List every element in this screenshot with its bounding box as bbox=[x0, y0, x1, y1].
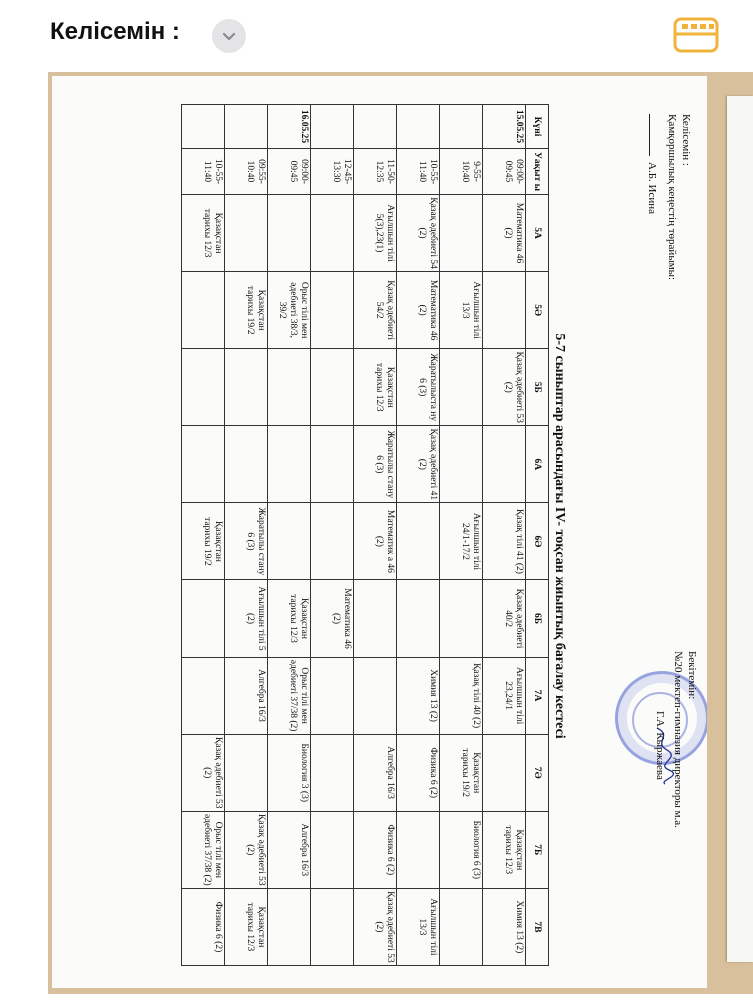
subject-cell: Қазақстан тарихы 19/2 bbox=[440, 734, 483, 811]
subject-cell: Орыс тілі мен әдебиеті 37/38 (2) bbox=[268, 657, 311, 734]
table-row bbox=[483, 105, 526, 966]
column-header: 7В bbox=[526, 888, 549, 965]
time-cell: 10-55-11:40 bbox=[182, 149, 225, 195]
subject-cell: Қазақстан тарихы 12/3 bbox=[182, 195, 225, 272]
subject-cell bbox=[311, 503, 354, 580]
subject-cell: Математика 46 (2) bbox=[483, 195, 526, 272]
date-cell: 16.05.25 bbox=[268, 105, 311, 149]
column-header: 5Б bbox=[526, 349, 549, 426]
subject-cell bbox=[182, 272, 225, 349]
time-cell: 09:00-09:45 bbox=[483, 149, 526, 195]
column-header: Күні bbox=[526, 105, 549, 149]
approval-right-signature bbox=[653, 651, 667, 901]
subject-cell: Қазақстан тарихы 12/3 bbox=[268, 580, 311, 657]
subject-cell bbox=[225, 426, 268, 503]
subject-cell: Физика 6 (2) bbox=[397, 734, 440, 811]
subject-cell: Қазақ әдебиеті 53 (2) bbox=[225, 811, 268, 888]
date-cell bbox=[311, 105, 354, 149]
subject-cell: Математика 46 (2) bbox=[397, 272, 440, 349]
approval-right-line2: №20 мектеп-гимназия директоры м.а. bbox=[672, 651, 684, 828]
approval-right-name: Г.А. Кыржаева bbox=[654, 711, 666, 780]
approval-right-line1: Бекітемін: bbox=[686, 651, 698, 700]
column-header: 6Б bbox=[526, 580, 549, 657]
next-page-preview[interactable] bbox=[727, 96, 753, 962]
subject-cell: Қазақ әдебиеті 53 (2) bbox=[483, 349, 526, 426]
subject-cell bbox=[268, 503, 311, 580]
subject-cell bbox=[440, 426, 483, 503]
table-row bbox=[268, 105, 311, 966]
subject-cell bbox=[311, 811, 354, 888]
subject-cell: Ағылшын тілі 13/3 bbox=[397, 888, 440, 965]
table-row bbox=[311, 105, 354, 966]
subject-cell: Қазақ тілі 40 (2) bbox=[440, 657, 483, 734]
time-cell: 9-55-10:40 bbox=[440, 149, 483, 195]
subject-cell: Қазақ әдебиеті 54 (2) bbox=[397, 195, 440, 272]
time-cell: 09:00-09:45 bbox=[268, 149, 311, 195]
subject-cell: Орыс тілі мен әдебиеті 37/38 (2) bbox=[182, 811, 225, 888]
subject-cell bbox=[311, 195, 354, 272]
subject-cell: Математика 46 (2) bbox=[311, 580, 354, 657]
time-cell: 09:55-10:40 bbox=[225, 149, 268, 195]
subject-cell bbox=[225, 349, 268, 426]
time-cell: 10-55-11:40 bbox=[397, 149, 440, 195]
subject-cell bbox=[182, 657, 225, 734]
approval-right bbox=[653, 651, 699, 901]
schedule-table bbox=[181, 104, 549, 966]
subject-cell: Ағылшын тілі 5 (2) bbox=[225, 580, 268, 657]
subject-cell: Биология 3 (3) bbox=[268, 734, 311, 811]
subject-cell: Биология 6 (3) bbox=[440, 811, 483, 888]
subject-cell: Орыс тілі мен әдебиеті 38/3, 39/2 bbox=[268, 272, 311, 349]
subject-cell: Қазақ әдебиеті 54/2 bbox=[354, 272, 397, 349]
subject-cell: Химия 13 (2) bbox=[397, 657, 440, 734]
subject-cell: Қазақстан тарихы 12/3 bbox=[483, 811, 526, 888]
date-cell bbox=[225, 105, 268, 149]
subject-cell bbox=[397, 503, 440, 580]
table-row bbox=[397, 105, 440, 966]
table-row bbox=[182, 105, 225, 966]
date-cell bbox=[440, 105, 483, 149]
subject-cell: Ағылшын тілі 5(3),23(1) bbox=[354, 195, 397, 272]
column-header: 6А bbox=[526, 426, 549, 503]
column-header: 7Б bbox=[526, 811, 549, 888]
subject-cell bbox=[354, 580, 397, 657]
column-header: 7А bbox=[526, 657, 549, 734]
subject-cell: Қазақстан тарихы 19/2 bbox=[225, 272, 268, 349]
subject-cell: Ағылшын тілі 24/1-17/2 bbox=[440, 503, 483, 580]
date-cell bbox=[354, 105, 397, 149]
subject-cell: Жаратылы стану 6 (3) bbox=[354, 426, 397, 503]
subject-cell: Ағылшын тілі 23,24/1 bbox=[483, 657, 526, 734]
approval-left-name: А.Б. Исина bbox=[646, 162, 658, 214]
column-header: 5Ә bbox=[526, 272, 549, 349]
table-row bbox=[440, 105, 483, 966]
subject-cell: Қазақ әдебиеті 53 (2) bbox=[182, 734, 225, 811]
subject-cell bbox=[483, 272, 526, 349]
subject-cell: Қазақ әдебиеті 53 (2) bbox=[354, 888, 397, 965]
top-bar bbox=[0, 0, 753, 70]
subject-cell bbox=[182, 580, 225, 657]
subject-cell: Қазақстан тарихы 12/3 bbox=[225, 888, 268, 965]
subject-cell bbox=[311, 272, 354, 349]
subject-cell bbox=[483, 734, 526, 811]
subject-cell bbox=[311, 734, 354, 811]
subject-cell bbox=[268, 888, 311, 965]
subject-cell bbox=[440, 888, 483, 965]
subject-cell bbox=[483, 426, 526, 503]
time-cell: 12-45-13:30 bbox=[311, 149, 354, 195]
column-header: 6Ә bbox=[526, 503, 549, 580]
subject-cell: Қазақ әдебиеті 41 (2) bbox=[397, 426, 440, 503]
subject-cell bbox=[268, 195, 311, 272]
subject-cell bbox=[311, 349, 354, 426]
approval-left-line1: Келісемін : bbox=[680, 114, 692, 166]
dropdown-button[interactable] bbox=[212, 19, 246, 53]
subject-cell bbox=[182, 426, 225, 503]
subject-cell bbox=[225, 734, 268, 811]
workspace-icon[interactable] bbox=[672, 16, 720, 54]
subject-cell bbox=[225, 195, 268, 272]
subject-cell: Қазақ тілі 41 (2) bbox=[483, 503, 526, 580]
table-row bbox=[354, 105, 397, 966]
approval-left-signature bbox=[645, 114, 659, 280]
subject-cell: Химия 13 (2) bbox=[483, 888, 526, 965]
column-header: 7Ә bbox=[526, 734, 549, 811]
date-cell: 15.05.25 bbox=[483, 105, 526, 149]
subject-cell bbox=[182, 349, 225, 426]
subject-cell bbox=[440, 349, 483, 426]
column-header: 5А bbox=[526, 195, 549, 272]
column-header: Уақыт ы bbox=[526, 149, 549, 195]
table-row bbox=[225, 105, 268, 966]
subject-cell: Ағылшын тілі 13/3 bbox=[440, 272, 483, 349]
approval-left bbox=[645, 114, 693, 280]
table-header-row bbox=[526, 105, 549, 966]
subject-cell: Алгебра 16/3 bbox=[354, 734, 397, 811]
subject-cell bbox=[354, 657, 397, 734]
subject-cell bbox=[311, 657, 354, 734]
date-cell bbox=[182, 105, 225, 149]
subject-cell bbox=[311, 426, 354, 503]
time-cell: 11-50-12:35 bbox=[354, 149, 397, 195]
subject-cell bbox=[268, 426, 311, 503]
schedule-title: 5-7 сыныптар арасындағы IV- тоқсан жиынтық бағалау кестесі bbox=[552, 333, 567, 739]
subject-cell: Физика 6 (2) bbox=[354, 811, 397, 888]
chevron-down-icon bbox=[221, 28, 237, 44]
subject-cell: Математик а 46 (2) bbox=[354, 503, 397, 580]
page-title: Келісемін : bbox=[50, 18, 180, 45]
approval-left-line2: Қамқоршылық кеңестің төрайымы: bbox=[666, 114, 678, 281]
subject-cell: Алгебра 16/3 bbox=[225, 657, 268, 734]
subject-cell bbox=[397, 811, 440, 888]
date-cell bbox=[397, 105, 440, 149]
subject-cell: Қазақстан тарихы 12/3 bbox=[354, 349, 397, 426]
subject-cell bbox=[440, 580, 483, 657]
subject-cell bbox=[397, 580, 440, 657]
subject-cell bbox=[268, 349, 311, 426]
subject-cell bbox=[311, 888, 354, 965]
subject-cell: Қазақстан тарихы 19/2 bbox=[182, 503, 225, 580]
subject-cell bbox=[440, 195, 483, 272]
subject-cell: Алгебра 16/3 bbox=[268, 811, 311, 888]
subject-cell: Қазақ әдебиеті 40/2 bbox=[483, 580, 526, 657]
subject-cell: Физика 6 (2) bbox=[182, 888, 225, 965]
subject-cell: Жаратылыста ну 6 (3) bbox=[397, 349, 440, 426]
subject-cell: Жаратылы стану 6 (3) bbox=[225, 503, 268, 580]
document-content bbox=[67, 96, 707, 976]
document-page[interactable] bbox=[52, 76, 707, 988]
